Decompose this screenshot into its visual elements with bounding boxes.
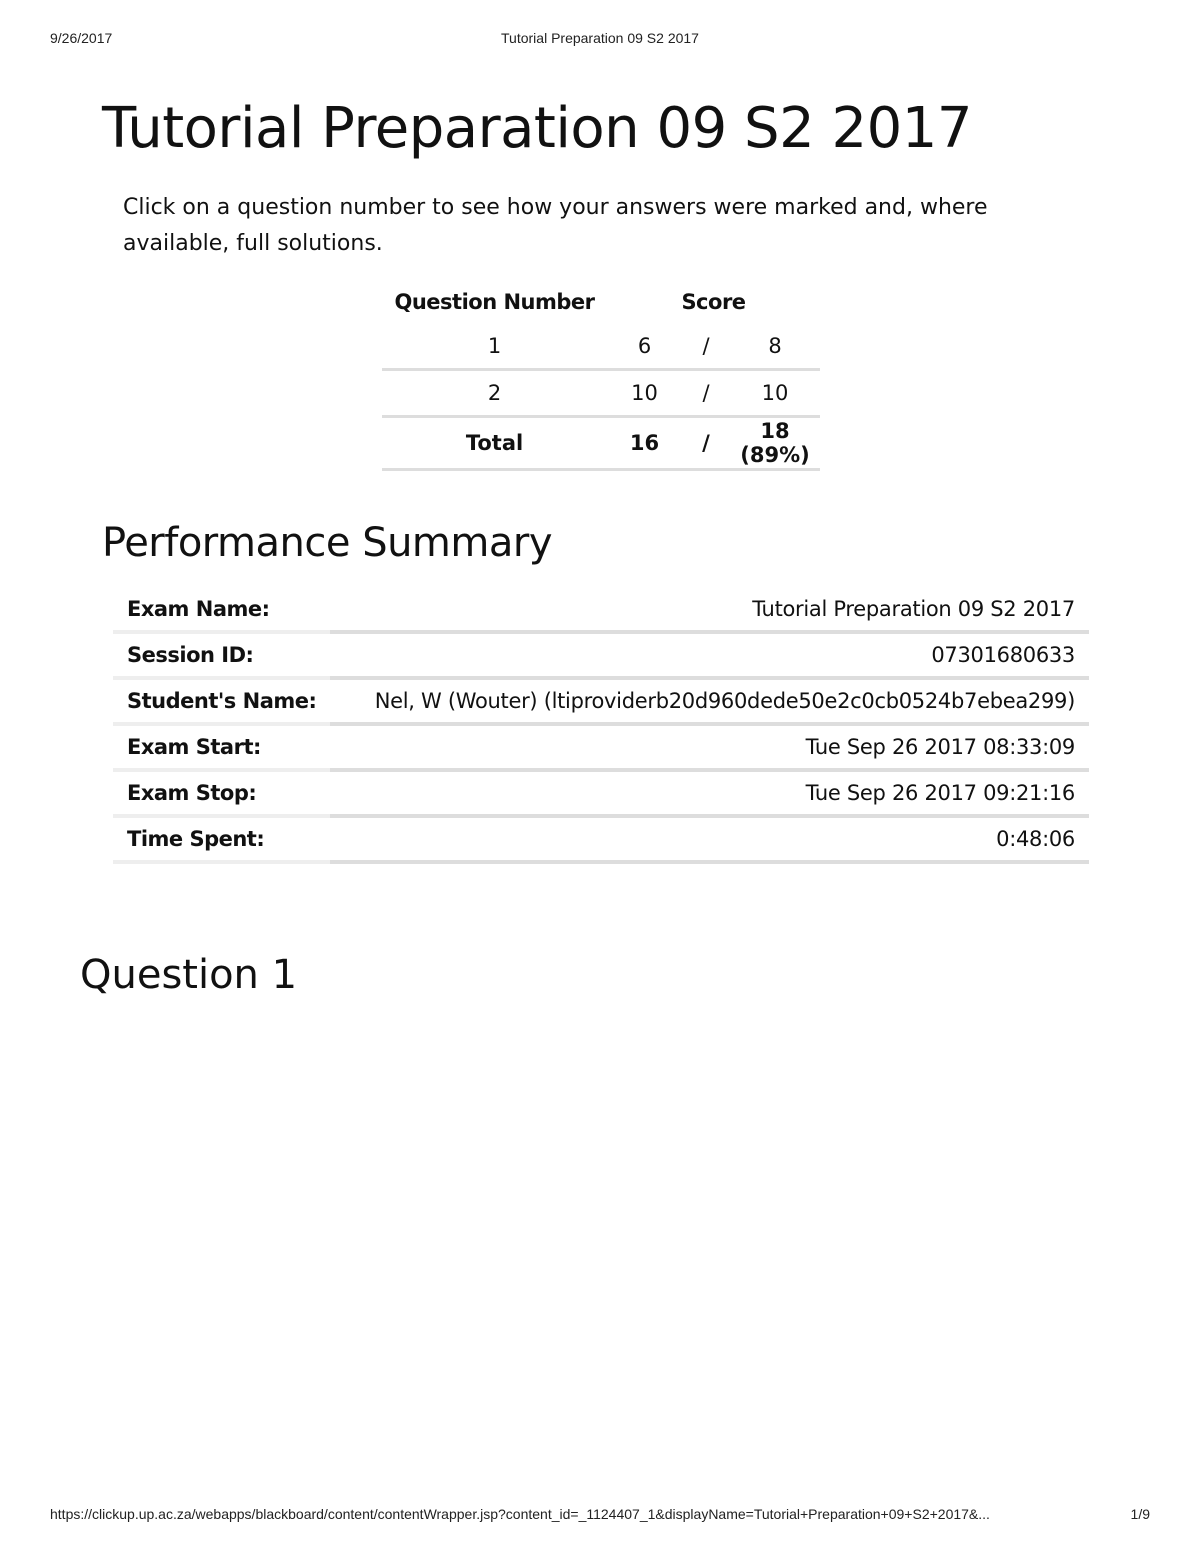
intro-text: Click on a question number to see how your answers were marked and, where available, full solutions. xyxy=(123,195,988,256)
question-heading: Question 1 xyxy=(80,952,298,998)
summary-value: Tue Sep 26 2017 08:33:09 xyxy=(330,724,1089,770)
score-table-header xyxy=(382,280,820,324)
summary-label: Session ID: xyxy=(113,632,330,678)
score-row-1[interactable] xyxy=(382,324,820,370)
print-footer xyxy=(50,1506,1150,1526)
summary-row-student-name xyxy=(113,678,1089,724)
summary-value: Tutorial Preparation 09 S2 2017 xyxy=(330,588,1089,632)
summary-row-exam-name xyxy=(113,588,1089,632)
summary-value: Tue Sep 26 2017 09:21:16 xyxy=(330,770,1089,816)
question-number-link[interactable]: 2 xyxy=(382,370,607,417)
score-earned: 6 xyxy=(607,324,682,370)
question-number-header: Question Number xyxy=(394,290,595,314)
summary-row-session-id xyxy=(113,632,1089,678)
summary-value: Nel, W (Wouter) (ltiproviderb20d960dede50e2c0cb0524b7ebea299) xyxy=(330,678,1089,724)
summary-row-exam-start xyxy=(113,724,1089,770)
score-possible: 10 xyxy=(730,370,820,417)
page-counter: 1/9 xyxy=(1130,1506,1150,1522)
print-title: Tutorial Preparation 09 S2 2017 xyxy=(501,30,699,46)
score-earned: 10 xyxy=(607,370,682,417)
page-title: Tutorial Preparation 09 S2 2017 xyxy=(102,96,973,161)
summary-row-time-spent xyxy=(113,816,1089,862)
summary-value: 0:48:06 xyxy=(330,816,1089,862)
summary-label: Time Spent: xyxy=(113,816,330,862)
total-label: Total xyxy=(382,417,607,470)
summary-value: 07301680633 xyxy=(330,632,1089,678)
score-table xyxy=(382,280,820,471)
score-row-2[interactable] xyxy=(382,370,820,417)
performance-summary-title: Performance Summary xyxy=(102,520,552,566)
question-number-link[interactable]: 1 xyxy=(382,324,607,370)
performance-summary-table xyxy=(113,588,1089,864)
page-url: https://clickup.up.ac.za/webapps/blackboard/content/contentWrapper.jsp?content_id=_1124407_1&displayName=Tutorial+Preparation+09+S2+2017&... xyxy=(50,1506,990,1522)
score-separator: / xyxy=(682,324,730,370)
print-date: 9/26/2017 xyxy=(50,30,113,46)
total-separator: / xyxy=(682,417,730,470)
summary-label: Exam Name: xyxy=(113,588,330,632)
total-earned: 16 xyxy=(607,417,682,470)
score-header: Score xyxy=(681,290,746,314)
summary-row-exam-stop xyxy=(113,770,1089,816)
score-possible: 8 xyxy=(730,324,820,370)
summary-label: Exam Start: xyxy=(113,724,330,770)
total-possible: 18 (89%) xyxy=(730,417,820,470)
print-header xyxy=(50,30,1150,50)
summary-label: Student's Name: xyxy=(113,678,330,724)
score-separator: / xyxy=(682,370,730,417)
score-total-row xyxy=(382,417,820,470)
summary-label: Exam Stop: xyxy=(113,770,330,816)
